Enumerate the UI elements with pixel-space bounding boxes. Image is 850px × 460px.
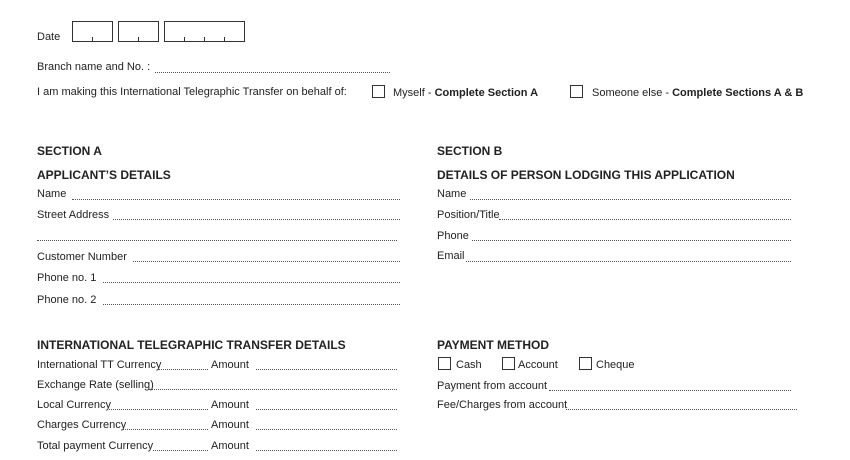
- section-b-subtitle: DETAILS OF PERSON LODGING THIS APPLICATION: [437, 168, 735, 182]
- payment-method-title: PAYMENT METHOD: [437, 338, 550, 352]
- payment-from-account-field[interactable]: [549, 390, 791, 391]
- date-month-divider: [138, 37, 139, 41]
- lodger-name-label: Name: [437, 188, 467, 200]
- lodger-name-field[interactable]: [470, 199, 791, 200]
- account-checkbox[interactable]: [502, 357, 515, 370]
- tt-currency-label: International TT Currency: [37, 359, 162, 371]
- phone2-field[interactable]: [103, 304, 400, 305]
- branch-field[interactable]: [155, 72, 390, 73]
- tt-currency-field[interactable]: [158, 369, 208, 370]
- phone1-field[interactable]: [103, 282, 400, 283]
- customer-number-label: Customer Number: [37, 251, 127, 263]
- lodger-phone-label: Phone: [437, 230, 469, 242]
- myself-checkbox[interactable]: [372, 85, 385, 98]
- date-year-divider-3: [224, 37, 225, 41]
- total-amount-field[interactable]: [256, 450, 397, 451]
- exchange-rate-label: Exchange Rate (selling): [37, 379, 154, 391]
- charges-currency-label: Charges Currency: [37, 419, 127, 431]
- someone-else-checkbox[interactable]: [570, 85, 583, 98]
- local-currency-field[interactable]: [109, 409, 208, 410]
- local-amount-field[interactable]: [256, 409, 397, 410]
- tt-amount-label: Amount: [211, 359, 249, 371]
- date-year-divider-1: [184, 37, 185, 41]
- applicant-name-label: Name: [37, 188, 67, 200]
- someone-else-option-label: Someone else - Complete Sections A & B: [592, 87, 804, 99]
- total-currency-label: Total payment Currency: [37, 440, 154, 452]
- email-field[interactable]: [466, 261, 791, 262]
- street-address-field[interactable]: [113, 219, 400, 220]
- date-label: Date: [37, 31, 61, 43]
- total-amount-label: Amount: [211, 440, 249, 452]
- phone1-label: Phone no. 1: [37, 272, 97, 284]
- total-currency-field[interactable]: [153, 450, 208, 451]
- position-title-label: Position/Title: [437, 209, 500, 221]
- date-year-divider-2: [204, 37, 205, 41]
- behalf-label: I am making this International Telegraphic Transfer on behalf of:: [37, 86, 347, 98]
- applicant-name-field[interactable]: [72, 199, 400, 200]
- section-a-title: SECTION A: [37, 144, 102, 158]
- section-b-title: SECTION B: [437, 144, 503, 158]
- myself-option-label: Myself - Complete Section A: [393, 87, 539, 99]
- account-label: Account: [518, 359, 558, 371]
- date-month-field[interactable]: [118, 21, 159, 42]
- tt-amount-field[interactable]: [256, 369, 397, 370]
- phone2-label: Phone no. 2: [37, 294, 97, 306]
- payment-from-account-label: Payment from account: [437, 380, 548, 392]
- position-title-field[interactable]: [499, 219, 791, 220]
- street-address-label: Street Address: [37, 209, 110, 221]
- local-currency-label: Local Currency: [37, 399, 111, 411]
- cheque-label: Cheque: [596, 359, 635, 371]
- charges-amount-label: Amount: [211, 419, 249, 431]
- fee-from-account-label: Fee/Charges from account: [437, 399, 568, 411]
- date-year-field[interactable]: [164, 21, 245, 42]
- email-label: Email: [437, 250, 465, 262]
- branch-label: Branch name and No. :: [37, 61, 151, 73]
- fee-from-account-field[interactable]: [566, 409, 797, 410]
- charges-amount-field[interactable]: [256, 429, 397, 430]
- cash-label: Cash: [456, 359, 482, 371]
- lodger-phone-field[interactable]: [472, 240, 791, 241]
- date-day-field[interactable]: [72, 21, 113, 42]
- section-a-subtitle: APPLICANT’S DETAILS: [37, 168, 171, 182]
- transfer-details-title: INTERNATIONAL TELEGRAPHIC TRANSFER DETAILS: [37, 338, 346, 352]
- date-day-divider: [92, 37, 93, 41]
- street-address-field-line-2[interactable]: [37, 240, 397, 241]
- local-amount-label: Amount: [211, 399, 249, 411]
- cash-checkbox[interactable]: [438, 357, 451, 370]
- exchange-rate-field[interactable]: [149, 389, 397, 390]
- customer-number-field[interactable]: [133, 261, 400, 262]
- charges-currency-field[interactable]: [123, 429, 208, 430]
- cheque-checkbox[interactable]: [579, 357, 592, 370]
